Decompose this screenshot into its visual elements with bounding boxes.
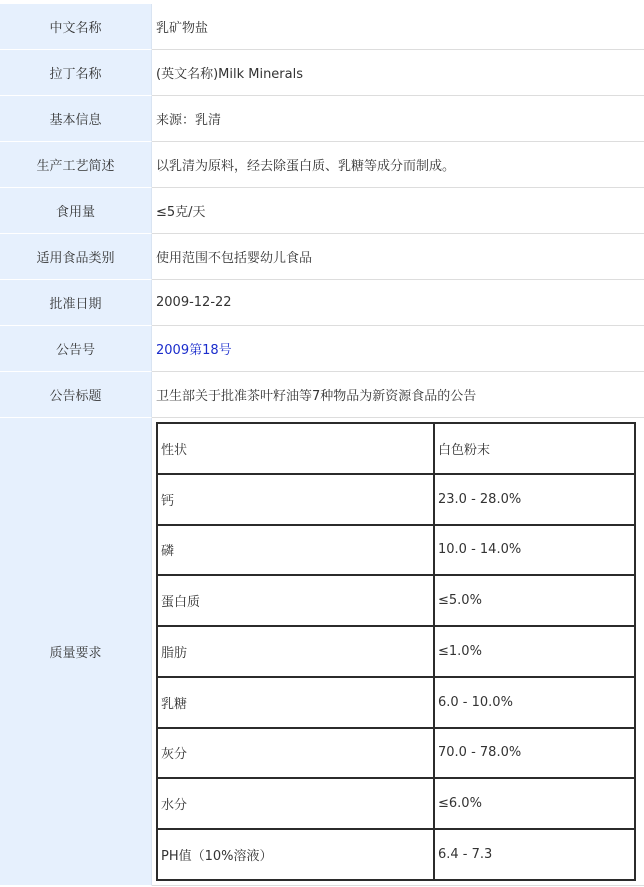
row-label: 批准日期 (0, 280, 152, 326)
quality-item-value: 6.0 - 10.0% (434, 677, 635, 728)
quality-item-value: 白色粉末 (434, 423, 635, 474)
row-value: 卫生部关于批准茶叶籽油等7种物品为新资源食品的公告 (152, 372, 644, 418)
row-value: 乳矿物盐 (152, 4, 644, 50)
quality-item-value: 70.0 - 78.0% (434, 728, 635, 779)
quality-item-name: 蛋白质 (157, 575, 434, 626)
quality-item-name: 水分 (157, 778, 434, 829)
table-row (157, 474, 635, 525)
quality-item-value: 6.4 - 7.3 (434, 829, 635, 880)
quality-item-name: 性状 (157, 423, 434, 474)
row-announcement-title (0, 372, 644, 418)
quality-item-name: PH值（10%溶液） (157, 829, 434, 880)
row-label: 基本信息 (0, 96, 152, 142)
row-value (152, 326, 644, 372)
row-value: 使用范围不包括婴幼儿食品 (152, 234, 644, 280)
row-value: 2009-12-22 (152, 280, 644, 326)
quality-item-value: ≤1.0% (434, 626, 635, 677)
announcement-link[interactable]: 2009第18号 (156, 343, 232, 358)
row-label: 适用食品类别 (0, 234, 152, 280)
table-row (157, 626, 635, 677)
row-label: 食用量 (0, 188, 152, 234)
table-row (157, 677, 635, 728)
table-row (157, 575, 635, 626)
row-latin-name (0, 50, 644, 96)
row-value: 来源：乳清 (152, 96, 644, 142)
info-table (0, 4, 644, 887)
row-value: 以乳清为原料，经去除蛋白质、乳糖等成分而制成。 (152, 142, 644, 188)
table-row (157, 525, 635, 576)
quality-item-value: 23.0 - 28.0% (434, 474, 635, 525)
row-food-category (0, 234, 644, 280)
row-value: ≤5克/天 (152, 188, 644, 234)
row-approval-date (0, 280, 644, 326)
row-label: 公告标题 (0, 372, 152, 418)
quality-table (156, 422, 636, 881)
row-label: 中文名称 (0, 4, 152, 50)
row-value: (英文名称)Milk Minerals (152, 50, 644, 96)
row-announcement-no (0, 326, 644, 372)
quality-item-name: 磷 (157, 525, 434, 576)
table-row (157, 778, 635, 829)
row-label: 质量要求 (0, 418, 152, 886)
quality-item-name: 脂肪 (157, 626, 434, 677)
quality-item-value: 10.0 - 14.0% (434, 525, 635, 576)
quality-item-value: ≤6.0% (434, 778, 635, 829)
row-process (0, 142, 644, 188)
table-row (157, 728, 635, 779)
quality-item-value: ≤5.0% (434, 575, 635, 626)
row-quality (0, 418, 644, 886)
row-basic-info (0, 96, 644, 142)
table-row (157, 423, 635, 474)
quality-item-name: 乳糖 (157, 677, 434, 728)
quality-cell (152, 418, 644, 886)
row-label: 公告号 (0, 326, 152, 372)
quality-item-name: 钙 (157, 474, 434, 525)
quality-item-name: 灰分 (157, 728, 434, 779)
table-row (157, 829, 635, 880)
row-label: 生产工艺简述 (0, 142, 152, 188)
row-label: 拉丁名称 (0, 50, 152, 96)
row-dosage (0, 188, 644, 234)
row-chinese-name (0, 4, 644, 50)
